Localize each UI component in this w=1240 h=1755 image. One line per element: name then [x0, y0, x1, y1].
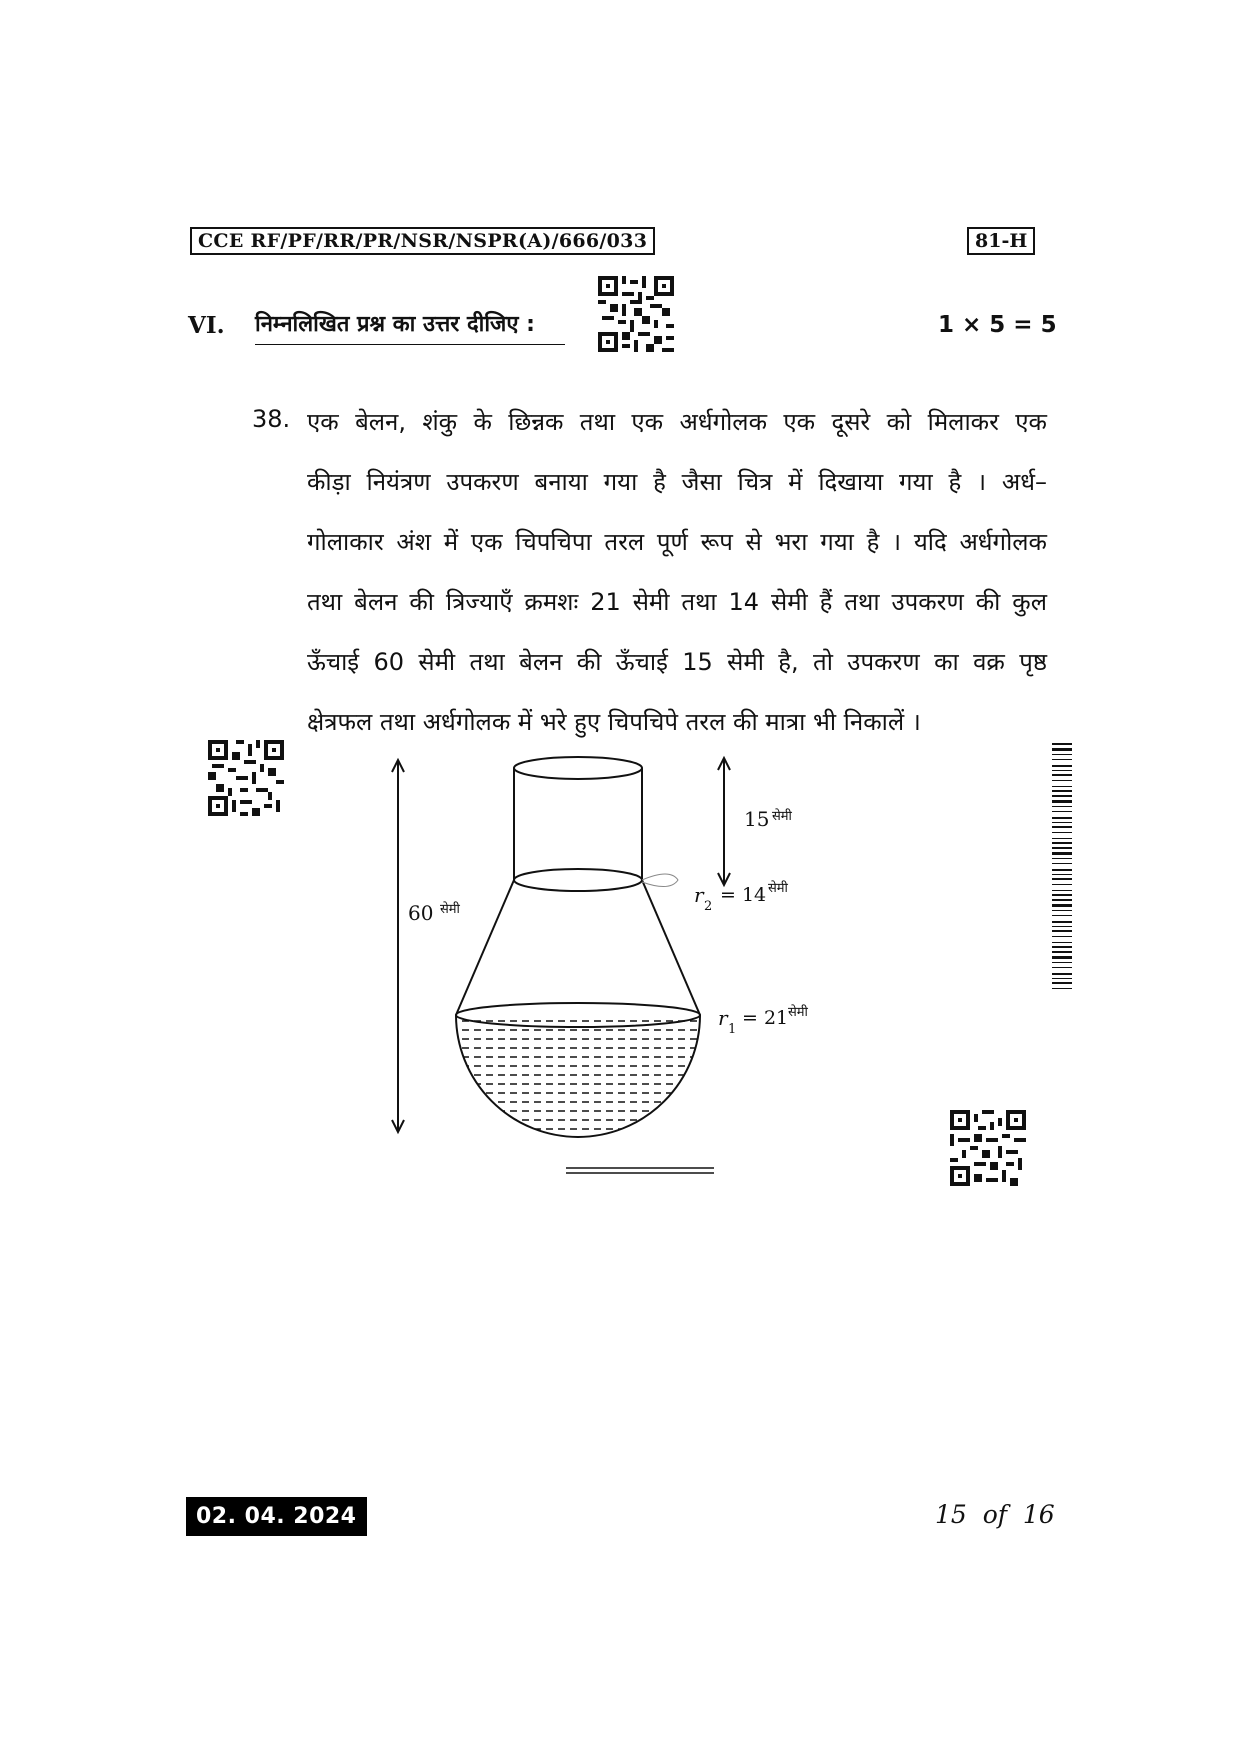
r1-symbol: r — [718, 1006, 728, 1030]
insect-trap-figure — [380, 740, 840, 1190]
page-number: 15 of 16 — [935, 1500, 1055, 1529]
cyl-height-unit: सेमी — [772, 809, 792, 824]
barcode-icon — [1052, 743, 1072, 993]
qr-code-icon — [950, 1110, 1026, 1186]
exam-date: 02. 04. 2024 — [186, 1497, 367, 1536]
frustum-shape — [456, 880, 700, 1015]
r2-symbol: r — [694, 883, 704, 907]
question-line: एक बेलन, शंकु के छिन्नक तथा एक अर्धगोलक एक दूसरे को मिलाकर एक — [307, 408, 1047, 436]
r1-sub: 1 — [728, 1022, 737, 1037]
total-height-arrow — [392, 760, 404, 1132]
section-marks: 1 × 5 = 5 — [938, 312, 1057, 338]
qr-code-icon — [208, 740, 284, 816]
total-height-value: 60 — [408, 901, 434, 925]
r1-unit: सेमी — [788, 1005, 808, 1020]
r2-unit: सेमी — [768, 881, 788, 896]
paper-code: CCE RF/PF/RR/PR/NSR/NSPR(A)/666/033 — [190, 227, 655, 255]
total-height-unit: सेमी — [440, 902, 460, 917]
question-line: तथा बेलन की त्रिज्याएँ क्रमशः 21 सेमी तथा 14 सेमी हैं तथा उपकरण की कुल — [307, 588, 1047, 616]
question-line: गोलाकार अंश में एक चिपचिपा तरल पूर्ण रूप से भरा गया है । यदि अर्धगोलक — [307, 528, 1047, 556]
qr-code-icon — [598, 276, 674, 352]
set-code: 81-H — [967, 227, 1035, 255]
end-rule — [566, 1168, 714, 1173]
question-line: क्षेत्रफल तथा अर्धगोलक में भरे हुए चिपचिपे तरल की मात्रा भी निकालें । — [307, 708, 921, 736]
section-title: निम्नलिखित प्रश्न का उत्तर दीजिए : — [255, 308, 565, 345]
hemisphere-shape — [450, 1003, 710, 1137]
r1-value: = 21 — [742, 1007, 789, 1029]
cyl-height-value: 15 — [744, 807, 770, 831]
cylinder-height-arrow — [718, 758, 730, 885]
section-number: VI. — [188, 312, 225, 339]
question-line: कीड़ा नियंत्रण उपकरण बनाया गया है जैसा चित्र में दिखाया गया है । अर्ध– — [307, 468, 1047, 496]
question-line: ऊँचाई 60 सेमी तथा बेलन की ऊँचाई 15 सेमी है, तो उपकरण का वक्र पृष्ठ — [307, 648, 1047, 676]
question-number: 38. — [252, 405, 291, 433]
r2-value: = 14 — [720, 884, 767, 906]
cylinder-shape — [514, 757, 642, 891]
r2-sub: 2 — [704, 899, 713, 914]
